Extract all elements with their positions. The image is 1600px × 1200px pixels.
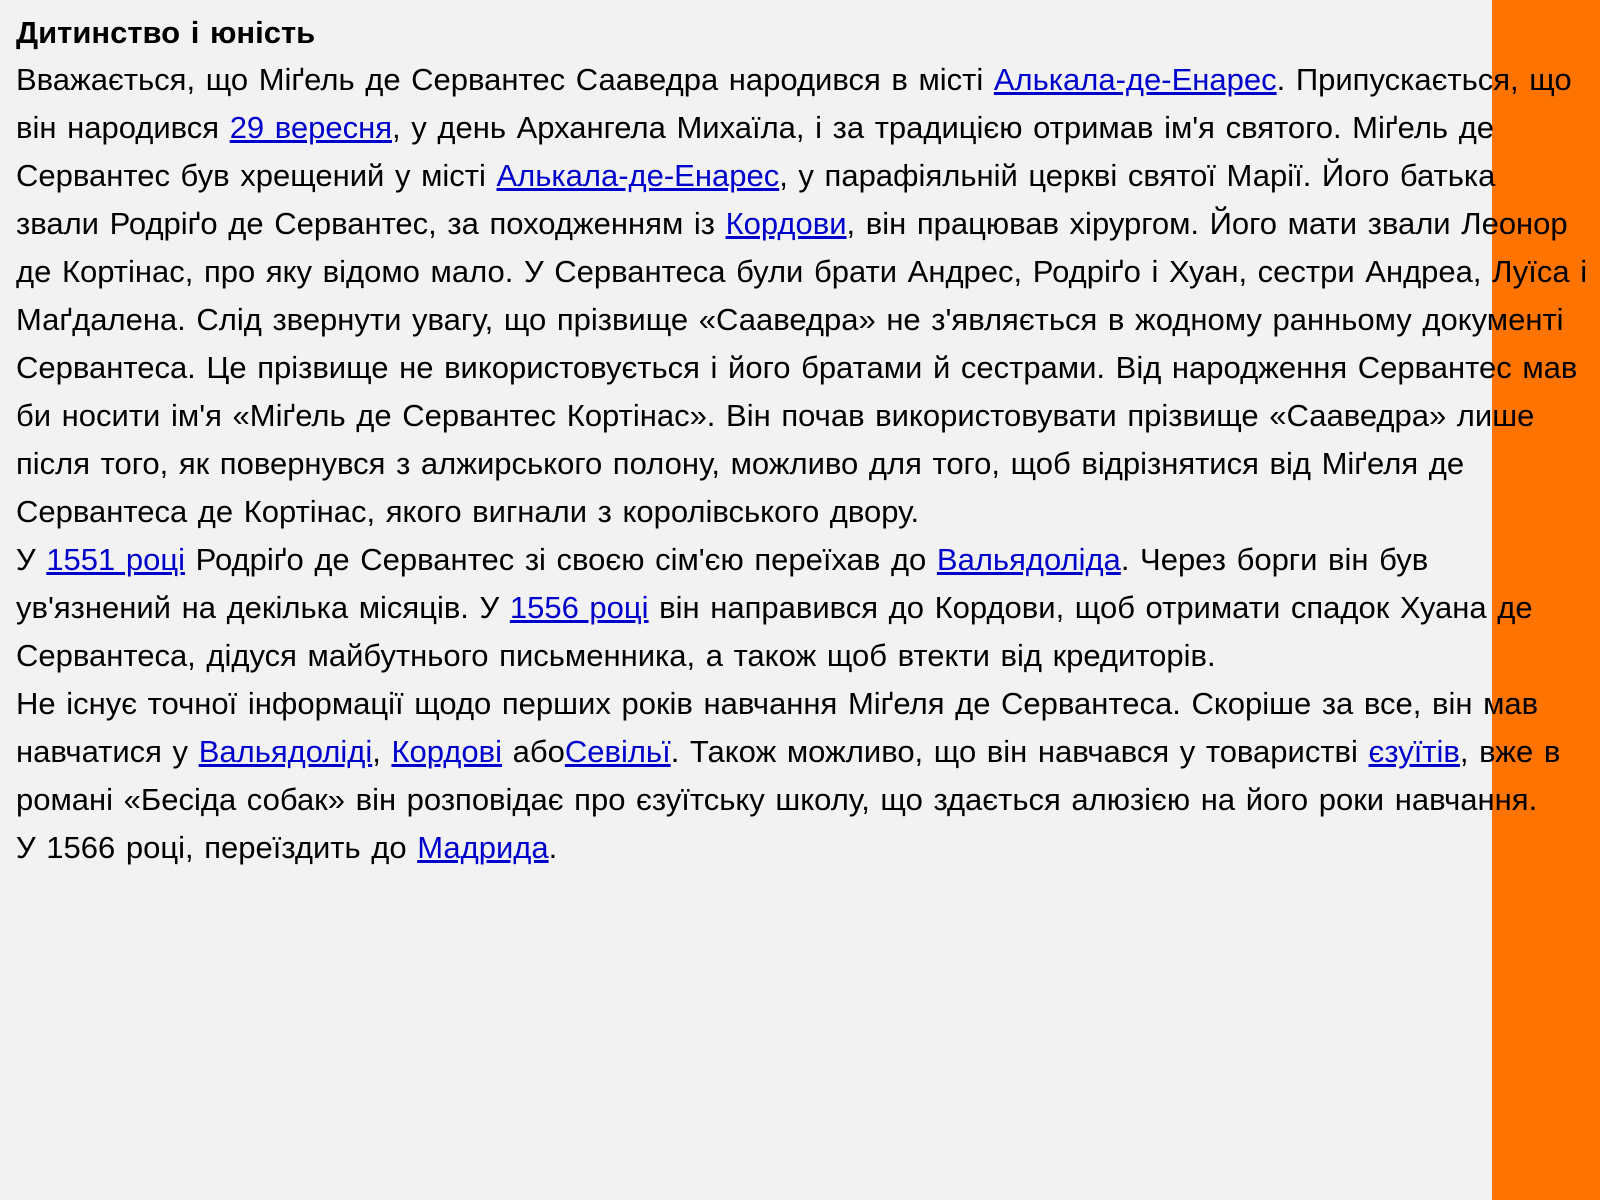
article-body bbox=[16, 10, 1588, 872]
link-jesuits[interactable]: єзуїтів bbox=[1368, 734, 1460, 769]
text: , вже в романі «Бесіда собак» він розповідає про єзуїтську школу, що здається алюзією на його роки навчання. bbox=[16, 734, 1561, 817]
paragraph-move bbox=[16, 536, 1588, 680]
text: , у парафіяльній церкві святої Марії. Його батька звали Родріґо де Сервантес, за походженням із bbox=[16, 158, 1496, 241]
link-29-september[interactable]: 29 вересня bbox=[229, 110, 393, 145]
text: Вважається, що Міґель де Сервантес Сааведра народився в місті bbox=[16, 62, 994, 97]
link-alcala-2[interactable]: Алькала-де-Енарес bbox=[496, 158, 780, 193]
text: , він працював хірургом. Його мати звали Леонор де Кортінас, про яку відомо мало. У Сервантеса були брати Андрес, Родріґо і Хуан, сестри Андреа, Луїса і Маґдалена. Слід звернути увагу, що прізвище «Сааведра» не з'являється в жодному ранньому документі Сервантеса. Це прізвище не використовується і його братами й сестрами. Від народження Сервантес мав би носити ім'я «Міґель де Сервантес Кортінас». Він почав використовувати прізвище «Сааведра» лише після того, як повернувся з алжирського полону, можливо для того, щоб відрізнятися від Міґеля де Сервантеса де Кортінас, якого вигнали з королівського двору. bbox=[16, 206, 1588, 529]
text: , bbox=[372, 734, 392, 769]
text: . Через борги він був ув'язнений на декілька місяців. У bbox=[16, 542, 1429, 625]
link-1556[interactable]: 1556 році bbox=[509, 590, 649, 625]
link-seville[interactable]: Севільї bbox=[564, 734, 671, 769]
link-1551[interactable]: 1551 році bbox=[46, 542, 186, 577]
link-alcala[interactable]: Алькала-де-Енарес bbox=[993, 62, 1277, 97]
text: . Також можливо, що він навчався у товаристві bbox=[670, 734, 1369, 769]
text: . Припускається, що він народився bbox=[16, 62, 1572, 145]
text: , у день Архангела Михаїла, і за традицією отримав ім'я святого. Міґель де Сервантес був хрещений у місті bbox=[16, 110, 1495, 193]
link-valladolid[interactable]: Вальядоліда bbox=[936, 542, 1121, 577]
link-cordoba[interactable]: Кордови bbox=[725, 206, 847, 241]
text: У 1566 році, переїздить до bbox=[16, 830, 418, 865]
link-madrid[interactable]: Мадрида bbox=[417, 830, 549, 865]
section-heading: Дитинство і юність bbox=[16, 15, 316, 50]
paragraph-education bbox=[16, 680, 1588, 824]
paragraph-birth bbox=[16, 56, 1588, 536]
text: . bbox=[548, 830, 558, 865]
text: або bbox=[501, 734, 565, 769]
text: У bbox=[16, 542, 47, 577]
link-valladolid-2[interactable]: Вальядоліді bbox=[198, 734, 373, 769]
paragraph-madrid bbox=[16, 824, 1588, 872]
text: Не існує точної інформації щодо перших років навчання Міґеля де Сервантеса. Скоріше за все, він мав навчатися у bbox=[16, 686, 1539, 769]
link-cordoba-2[interactable]: Кордові bbox=[391, 734, 502, 769]
text: він направився до Кордови, щоб отримати спадок Хуана де Сервантеса, дідуся майбутнього письменника, а також щоб втекти від кредиторів. bbox=[16, 590, 1533, 673]
text: Родріґо де Сервантес зі своєю сім'єю переїхав до bbox=[185, 542, 937, 577]
